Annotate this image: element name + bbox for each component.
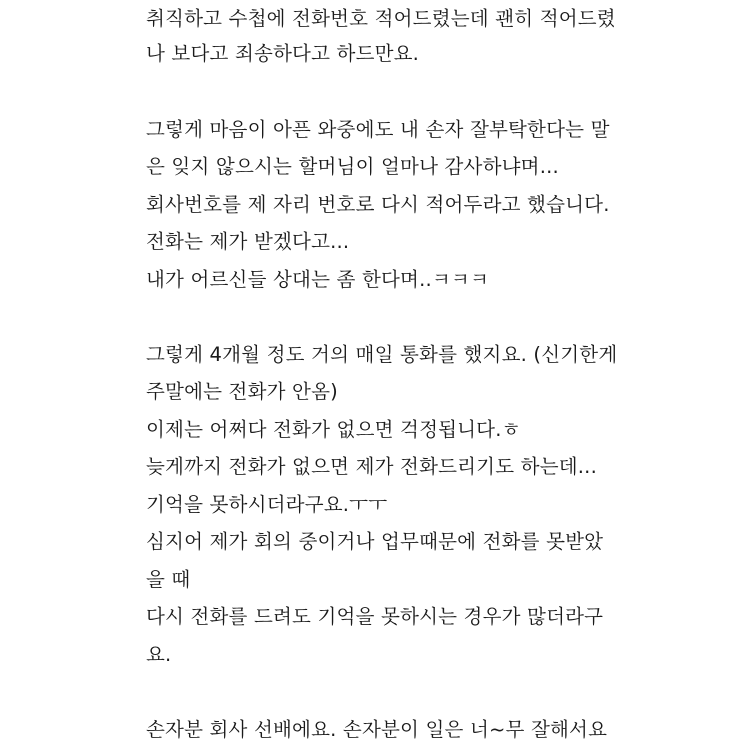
text-line: 손자분 회사 선배에요. 손자분이 일은 너~무 잘해서요 [146,718,608,741]
text-line: 나 보다고 죄송하다고 하드만요. [146,42,420,65]
text-line: 주말에는 전화가 안옴) [146,380,338,403]
text-line: 이제는 어쩌다 전화가 없으면 걱정됩니다.ㅎ [146,418,521,441]
text-line: 늦게까지 전화가 없으면 제가 전화드리기도 하는데... [146,455,597,478]
text-line: 요. [146,643,172,666]
text-line: 전화는 제가 받겠다고... [146,230,350,253]
text-line: 은 잊지 않으시는 할머님이 얼마나 감사하냐며... [146,155,559,178]
text-line: 내가 어르신들 상대는 좀 한다며..ㅋㅋㅋ [146,268,489,291]
text-line: 을 때 [146,568,191,591]
text-line: 회사번호를 제 자리 번호로 다시 적어두라고 했습니다. [146,193,610,216]
text-line: 그렇게 4개월 정도 거의 매일 통화를 했지요. (신기한게 [146,343,618,366]
text-line: 심지어 제가 회의 중이거나 업무때문에 전화를 못받았 [146,530,604,553]
text-line: 기억을 못하시더라구요.ㅜㅜ [146,493,388,516]
text-line: 취직하고 수첩에 전화번호 적어드렸는데 괜히 적어드렸 [146,7,616,30]
text-line: 그렇게 마음이 아픈 와중에도 내 손자 잘부탁한다는 말 [146,118,610,141]
text-line: 다시 전화를 드려도 기억을 못하시는 경우가 많더라구 [146,605,604,628]
